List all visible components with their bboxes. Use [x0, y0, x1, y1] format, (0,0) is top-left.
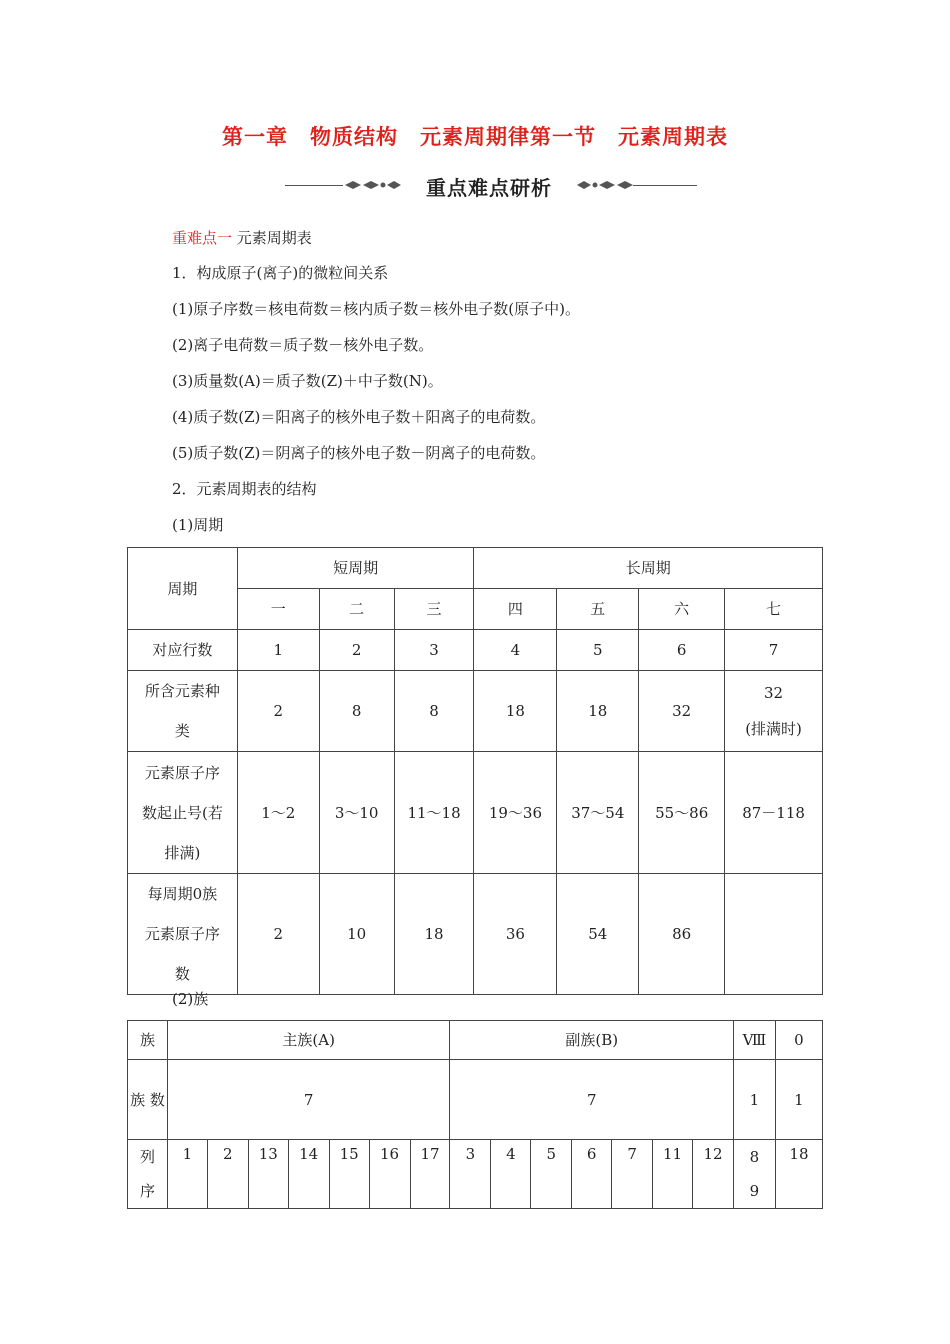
text-line: (2)离子电荷数＝质子数－核外电子数。 — [172, 336, 434, 354]
row-label-line: 族 — [130, 1090, 146, 1109]
table-cell: 3～10 — [319, 752, 394, 874]
table-row — [128, 1021, 823, 1060]
row-label — [128, 1060, 168, 1140]
diamond-ornament-icon — [575, 178, 635, 192]
table-cell: 55～86 — [639, 752, 725, 874]
table-cell: 7 — [450, 1060, 733, 1140]
row-label: 族 — [128, 1021, 168, 1060]
section-label: 重难点一 — [172, 229, 233, 247]
section-banner — [285, 170, 697, 200]
period-header: 二 — [319, 589, 394, 630]
text-line: (5)质子数(Z)＝阴离子的核外电子数－阴离子的电荷数。 — [172, 444, 546, 462]
table-cell: 2 — [237, 874, 319, 995]
table-cell: 11～18 — [394, 752, 474, 874]
table-row — [128, 630, 823, 671]
table-cell: 87－118 — [725, 752, 823, 874]
table-cell: 54 — [557, 874, 639, 995]
table-cell: 11 — [653, 1140, 693, 1209]
table-cell: 1 — [167, 1140, 207, 1209]
row-label — [128, 671, 238, 752]
table-cell — [733, 1140, 775, 1209]
page-title: 第一章 物质结构 元素周期律第一节 元素周期表 — [222, 125, 728, 149]
table-row — [128, 1140, 823, 1209]
banner-text: 重点难点研析 — [426, 176, 552, 200]
row-label-line: 元素原子序 — [144, 763, 220, 782]
table-cell: 18 — [474, 671, 557, 752]
period-header: 四 — [474, 589, 557, 630]
banner-line-right — [633, 185, 697, 186]
sub-group-header: 副族(B) — [450, 1021, 733, 1060]
row-label — [128, 752, 238, 874]
section-heading — [172, 227, 312, 248]
table-row — [128, 874, 823, 995]
row-label-line: 类 — [174, 722, 190, 740]
banner-line-left — [285, 185, 343, 186]
period-table — [127, 547, 823, 995]
period-corner-cell: 周期 — [128, 548, 238, 630]
table-cell: 36 — [474, 874, 557, 995]
table-cell: 18 — [775, 1140, 822, 1209]
text-line: (1)周期 — [172, 516, 224, 534]
table-cell: 7 — [725, 630, 823, 671]
table-cell: 5 — [557, 630, 639, 671]
table-cell — [725, 874, 823, 995]
group-viii-header: Ⅷ — [733, 1021, 775, 1060]
row-label — [128, 1140, 168, 1209]
table-cell: 18 — [394, 874, 474, 995]
table-row — [128, 752, 823, 874]
table-row — [128, 671, 823, 752]
cell-value: 8 — [749, 1148, 760, 1166]
period-header: 五 — [557, 589, 639, 630]
table-cell: 18 — [557, 671, 639, 752]
table-cell: 1 — [775, 1060, 822, 1140]
period-header: 六 — [639, 589, 725, 630]
group-table — [127, 1020, 823, 1209]
table-cell: 3 — [450, 1140, 491, 1209]
text-line: (3)质量数(A)＝质子数(Z)＋中子数(N)。 — [172, 372, 443, 390]
diamond-ornament-icon — [343, 178, 403, 192]
table-cell: 2 — [207, 1140, 248, 1209]
table-cell: 8 — [394, 671, 474, 752]
cell-value: 32 — [764, 684, 784, 702]
table-cell: 7 — [612, 1140, 653, 1209]
text-line: (4)质子数(Z)＝阳离子的核外电子数＋阳离子的电荷数。 — [172, 408, 546, 426]
table-cell: 1 — [237, 630, 319, 671]
period-header: 一 — [237, 589, 319, 630]
table-cell: 10 — [319, 874, 394, 995]
table-cell: 86 — [639, 874, 725, 995]
table-cell: 4 — [491, 1140, 531, 1209]
table-cell: 5 — [531, 1140, 572, 1209]
table-cell — [725, 671, 823, 752]
section-title: 元素周期表 — [236, 229, 312, 247]
short-period-header: 短周期 — [237, 548, 474, 589]
table-cell: 6 — [572, 1140, 612, 1209]
table-cell: 19～36 — [474, 752, 557, 874]
table-cell: 6 — [639, 630, 725, 671]
row-label — [128, 874, 238, 995]
table-cell: 12 — [693, 1140, 734, 1209]
period-header: 七 — [725, 589, 823, 630]
table-cell: 32 — [639, 671, 725, 752]
table-cell: 16 — [369, 1140, 410, 1209]
row-label-line: 数 — [149, 1090, 165, 1109]
row-label-line: 每周期0族 — [147, 885, 218, 903]
row-label-line: 排满) — [164, 843, 201, 862]
table-cell: 37～54 — [557, 752, 639, 874]
table-cell: 1 — [733, 1060, 775, 1140]
text-line: 1．构成原子(离子)的微粒间关系 — [172, 264, 389, 282]
table-cell: 2 — [237, 671, 319, 752]
table-row — [128, 1060, 823, 1140]
cell-value: 9 — [749, 1182, 760, 1200]
main-group-header: 主族(A) — [167, 1021, 450, 1060]
table-cell: 14 — [288, 1140, 329, 1209]
row-label-line: 元素原子序 — [144, 925, 220, 943]
row-label-line: 所含元素种 — [144, 682, 220, 700]
period-header: 三 — [394, 589, 474, 630]
cell-note: (排满时) — [745, 720, 802, 738]
table-cell: 17 — [410, 1140, 450, 1209]
group-caption: (2)族 — [172, 990, 209, 1008]
table-cell: 3 — [394, 630, 474, 671]
group-zero-header: 0 — [775, 1021, 822, 1060]
text-line: (1)原子序数＝核电荷数＝核内质子数＝核外电子数(原子中)。 — [172, 300, 580, 318]
text-line: 2．元素周期表的结构 — [172, 480, 317, 498]
table-cell: 13 — [248, 1140, 288, 1209]
long-period-header: 长周期 — [474, 548, 823, 589]
table-cell: 2 — [319, 630, 394, 671]
row-label-line: 序 — [139, 1182, 155, 1200]
row-label-line: 数起止号(若 — [141, 803, 223, 822]
table-cell: 8 — [319, 671, 394, 752]
table-cell: 1～2 — [237, 752, 319, 874]
row-label-line: 数 — [174, 965, 190, 983]
table-cell: 4 — [474, 630, 557, 671]
row-label-line: 列 — [139, 1148, 155, 1166]
table-cell: 7 — [167, 1060, 450, 1140]
table-cell: 15 — [329, 1140, 369, 1209]
row-label: 对应行数 — [128, 630, 238, 671]
